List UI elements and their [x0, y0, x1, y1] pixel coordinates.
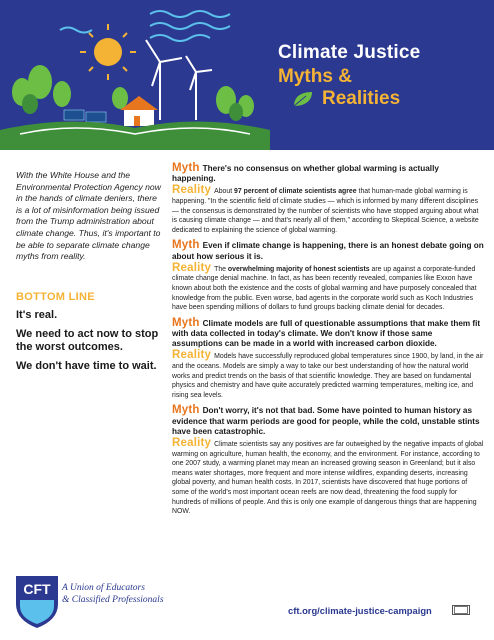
- reality-text: are up against a corporate-funded climate change denial machine. In fact, as has been recently revealed, companies like Exxon have known about both the existence and the costs of global warming and have purposely concealed that knowledge from the public. Even worse, bad agents in the corporate world such as Koch Industries have been spending millions of dollars to fund groups backing climate denial for decades.: [172, 265, 477, 312]
- header-banner: [0, 0, 494, 150]
- union-bug-icon: [452, 605, 470, 615]
- banner-title: [278, 42, 488, 110]
- bottom-line-heading: BOTTOM LINE: [16, 290, 95, 303]
- reality-text: that human-made global warming is happening. "In the scientific field of climate studies — which is informed by many different disciplines — the consensus is demonstrated by the number of scientists who have stopped arguing about what is causing climate change — and that's nearly all of them," according to Skeptical Science, a website dedicated to explaining the science of global warming.: [172, 188, 479, 234]
- myth-text: Don't worry, it's not that bad. Some have pointed to human history as evidence that warm periods are good for people, while the cold, unstable stints have been catastrophic.: [172, 406, 480, 436]
- reality-highlight: 97 percent of climate scientists agree: [234, 188, 357, 196]
- reality-label: Reality: [172, 436, 212, 449]
- reality-text: Models have successfully reproduced global temperatures since 1900, by land, in the air and the oceans. Models are simply a way to take our best understanding of how the natural world works and predict trends on the basis of that scientific knowledge. They are based on fundamental physics and chemistry and have quite accurately predicted warming temperatures, melting ice, and rising sea levels.: [172, 353, 484, 399]
- reality-text: Climate scientists say any positives are far outweighed by the negative impacts of global warming on agriculture, human health, the economy, and the environment. For instance, according to one 2007 study, a warming planet may mean an increased growing season in Greenland; but it also means water shortages, more frequent and more intense wildfires, expanding deserts, increasing global poverty, and human health costs. In 2017, scientists have discovered that huge portions of some of the world's most important ocean reefs are now dead, threatening the food supply for hundreds of millions of people. And this is only one example of dangerous things that are happening NOW.: [172, 440, 484, 516]
- title-realities: Realities: [322, 88, 401, 109]
- myth-text: There's no consensus on whether global warming is actually happening.: [172, 164, 439, 184]
- myth-label: Myth: [172, 162, 200, 174]
- campaign-url-link[interactable]: cft.org/climate-justice-campaign: [288, 605, 432, 616]
- bottom-line-item: We don't have time to wait.: [16, 359, 157, 372]
- climate-illustration: [0, 0, 270, 150]
- myth-reality-block: [172, 405, 484, 516]
- leaf-icon: [292, 90, 316, 108]
- title-myths: Myths: [278, 66, 333, 87]
- myth-label: Myth: [172, 239, 200, 252]
- myth-text: Climate models are full of questionable assumptions that make them fit with data collected in today's climate. We don't know if those same assumptions can be made in a world with increased carbon dioxide.: [172, 318, 481, 349]
- myth-reality-block: [172, 318, 484, 401]
- myth-label: Myth: [172, 404, 200, 417]
- reality-label: Reality: [172, 184, 212, 197]
- reality-highlight: overwhelming majority of honest scientists: [227, 265, 370, 273]
- cft-tagline: A Union of Educators & Classified Professionals: [62, 583, 164, 605]
- reality-label: Reality: [172, 261, 212, 274]
- intro-text: With the White House and the Environmental Protection Agency now in the hands of climate deniers, there is a lot of misinformation being issued from the Trump administration about climate change. Thus, it's important to be able to separate climate change myths from reality.: [16, 170, 161, 262]
- myth-reality-block: Myth There's no consensus on whether global warming is actually happening. Reality About 97 percent of climate scientists agree that human-made global warming is happening. "In the scientific field of climate studies — which is informed by many different disciplines — the consensus is demonstrated by the number of scientists who have stopped arguing about what is causing climate change — and that's nearly all of them," according to Skeptical Science, a website dedicated to explaining the science of global warming.: [172, 162, 479, 234]
- title-ampersand: &: [338, 66, 352, 87]
- myth-text: Even if climate change is happening, there is an honest debate going on about how serious it is.: [172, 241, 484, 261]
- title-climate-justice: Climate Justice: [278, 42, 421, 63]
- logo-text: CFT: [23, 581, 51, 597]
- myth-label: Myth: [172, 316, 200, 329]
- bottom-line-item: We need to act now to stop the worst outcomes.: [16, 327, 159, 353]
- myth-reality-block: Myth Even if climate change is happening, there is an honest debate going on about how serious it is. Reality The overwhelming majority of honest scientists are up against a corporate-funded climate change denial machine. In fact, as has been recently revealed, companies like Exxon have known about both the existence and the costs of global warming and have purposely concealed that knowledge from the public. Even worse, bad agents in the corporate world such as Koch Industries have been spending millions of dollars to fund groups backing climate denial for decades.: [172, 239, 484, 312]
- myths-realities-list: [172, 163, 484, 522]
- reality-label: Reality: [172, 349, 212, 362]
- sidebar: [16, 170, 164, 373]
- bottom-line-item: It's real.: [16, 308, 58, 321]
